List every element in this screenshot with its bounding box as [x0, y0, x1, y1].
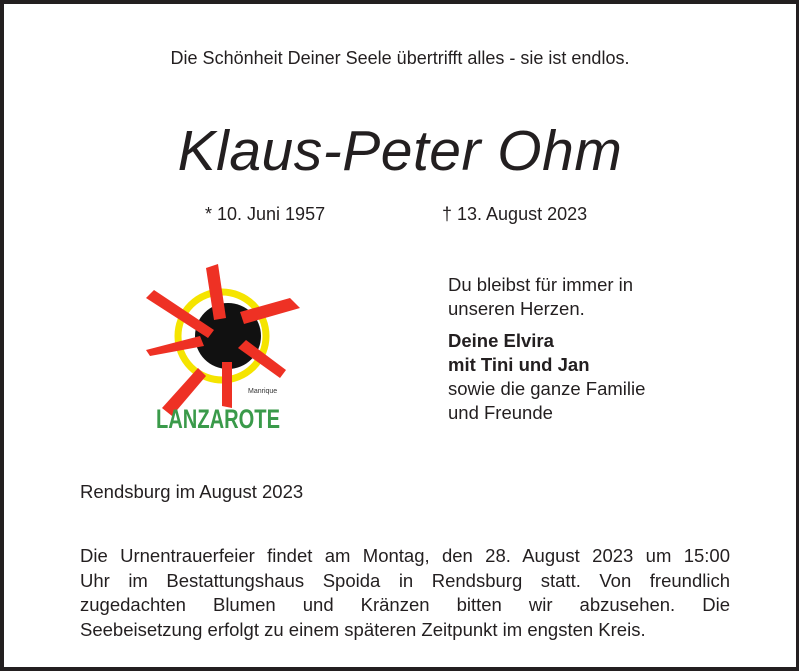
logo-signature: Manrique: [248, 388, 278, 395]
farewell-line: unseren Herzen.: [448, 298, 585, 319]
announcement-line: Uhr im Bestattungshaus Spoida in Rendsburg statt. Von freundlich: [80, 569, 730, 591]
signatory-bold: mit Tini und Jan: [448, 354, 590, 375]
motto: Die Schönheit Deiner Seele übertrifft alles - sie ist endlos.: [170, 48, 630, 68]
announcement-line: Die Urnentrauerfeier findet am Montag, den 28. August 2023 um 15:00: [80, 545, 730, 566]
announcement-line: zugedachten Blumen und Kränzen bitten wir abzusehen. Die: [80, 594, 730, 615]
death-date: † 13. August 2023: [442, 204, 588, 224]
farewell-block: [448, 273, 645, 425]
farewell-line: Du bleibst für immer in: [448, 274, 634, 295]
deceased-name: Klaus-Peter Ohm: [177, 119, 623, 183]
logo-text: LANZAROTE: [156, 404, 280, 434]
announcement-line: Seebeisetzung erfolgt zu einem späteren Zeitpunkt im engsten Kreis.: [80, 618, 646, 640]
lanzarote-logo: [140, 258, 310, 438]
signatory: und Freunde: [448, 402, 553, 423]
signatory: sowie die ganze Familie: [448, 378, 646, 399]
place-date: Rendsburg im August 2023: [80, 481, 304, 502]
signatory-bold: Deine Elvira: [448, 330, 554, 351]
birth-date: * 10. Juni 1957: [205, 204, 326, 224]
announcement: [80, 544, 730, 642]
